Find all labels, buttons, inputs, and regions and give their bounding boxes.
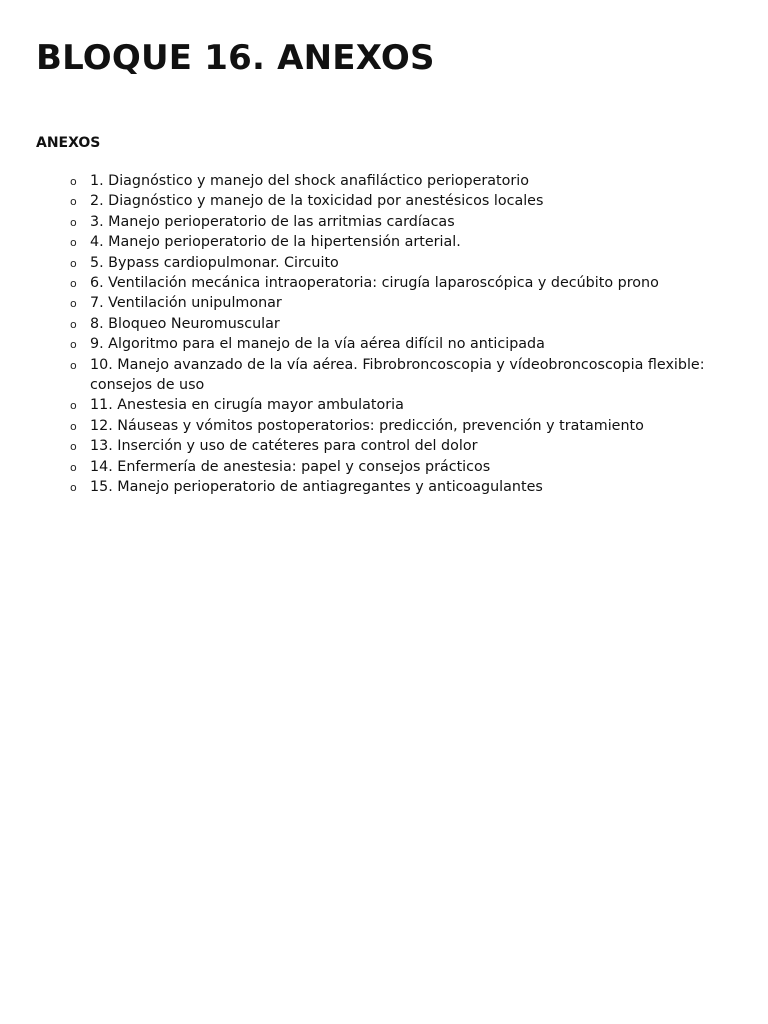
bullet-icon: o <box>70 236 77 250</box>
list-item <box>36 253 726 273</box>
list-item-text: 1. Diagnóstico y manejo del shock anafiláctico perioperatorio <box>90 173 529 189</box>
list-item <box>36 416 726 436</box>
list-item <box>36 436 726 456</box>
list-item-text: 11. Anestesia en cirugía mayor ambulatoria <box>90 397 404 414</box>
section-heading: ANEXOS <box>36 135 101 151</box>
list-item <box>36 314 726 334</box>
list-item <box>36 212 726 232</box>
bullet-icon: o <box>70 358 77 372</box>
annex-list <box>36 171 726 498</box>
bullet-icon: o <box>70 440 77 454</box>
list-item <box>36 232 726 252</box>
list-item-text: 2. Diagnóstico y manejo de la toxicidad por anestésicos locales <box>90 193 544 210</box>
list-item-text: 4. Manejo perioperatorio de la hipertensión arterial. <box>90 234 461 251</box>
bullet-icon: o <box>70 399 77 413</box>
bullet-icon: o <box>70 215 77 229</box>
list-item-text: 9. Algoritmo para el manejo de la vía aérea difícil no anticipada <box>90 336 545 353</box>
list-item-text: 12. Náuseas y vómitos postoperatorios: predicción, prevención y tratamiento <box>90 417 644 434</box>
list-item-text: 3. Manejo perioperatorio de las arritmias cardíacas <box>90 213 455 230</box>
bullet-icon: o <box>70 297 77 311</box>
list-item <box>36 191 726 211</box>
list-item <box>36 355 726 396</box>
bullet-icon: o <box>70 256 77 270</box>
bullet-icon: o <box>70 277 77 291</box>
list-item <box>36 334 726 354</box>
bullet-icon: o <box>70 195 77 209</box>
bullet-icon: o <box>70 419 77 433</box>
list-item <box>36 293 726 313</box>
list-item <box>36 457 726 477</box>
list-item-text: 7. Ventilación unipulmonar <box>90 295 282 312</box>
list-item-text: 10. Manejo avanzado de la vía aérea. Fibrobroncoscopia y vídeobroncoscopia flexible: consejos de uso <box>90 356 705 394</box>
list-item <box>36 395 726 415</box>
list-item <box>36 477 726 497</box>
bullet-icon: o <box>70 175 77 188</box>
list-item-text: 8. Bloqueo Neuromuscular <box>90 315 280 332</box>
list-item-text: 6. Ventilación mecánica intraoperatoria: cirugía laparoscópica y decúbito prono <box>90 275 659 292</box>
bullet-icon: o <box>70 338 77 352</box>
bullet-icon: o <box>70 460 77 474</box>
list-item-text: 14. Enfermería de anestesia: papel y consejos prácticos <box>90 458 491 475</box>
list-item-text: 13. Inserción y uso de catéteres para control del dolor <box>90 438 478 455</box>
page-title: BLOQUE 16. ANEXOS <box>36 38 435 78</box>
list-item <box>36 273 726 293</box>
bullet-icon: o <box>70 317 77 331</box>
list-item-text: 15. Manejo perioperatorio de antiagregantes y anticoagulantes <box>90 479 543 496</box>
bullet-icon: o <box>70 481 77 495</box>
list-item <box>36 171 726 191</box>
list-item-text: 5. Bypass cardiopulmonar. Circuito <box>90 254 339 271</box>
